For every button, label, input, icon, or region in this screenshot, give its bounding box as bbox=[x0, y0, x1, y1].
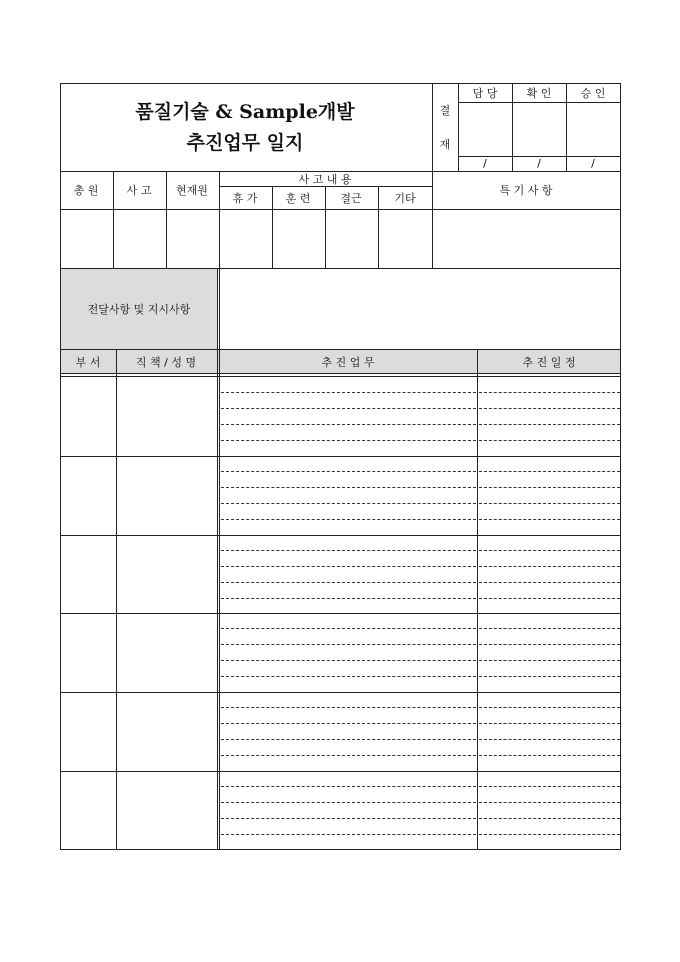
notice-content-area[interactable] bbox=[220, 269, 620, 349]
signature-box-manager[interactable] bbox=[459, 103, 512, 156]
title-line-2: 추진업무 일지 bbox=[186, 132, 304, 154]
title-line-1: 품질기술 & Sample개발 bbox=[135, 101, 355, 123]
task-line[interactable] bbox=[221, 487, 476, 488]
schedule-line[interactable] bbox=[479, 503, 620, 504]
schedule-line[interactable] bbox=[479, 471, 620, 472]
task-line[interactable] bbox=[221, 424, 476, 425]
cell-leave[interactable] bbox=[220, 210, 272, 268]
task-line[interactable] bbox=[221, 676, 476, 677]
approval-header-manager: 담 당 bbox=[472, 87, 498, 100]
approval-header-approver: 승 인 bbox=[580, 87, 606, 100]
dept-cell[interactable] bbox=[61, 536, 116, 613]
schedule-line[interactable] bbox=[479, 834, 620, 835]
divider bbox=[60, 373, 621, 374]
schedule-line[interactable] bbox=[479, 487, 620, 488]
header-present: 현재원 bbox=[176, 184, 208, 197]
task-line[interactable] bbox=[221, 598, 476, 599]
task-line[interactable] bbox=[221, 440, 476, 441]
header-total: 총 원 bbox=[73, 184, 99, 197]
task-line[interactable] bbox=[221, 660, 476, 661]
cell-total[interactable] bbox=[61, 210, 113, 268]
task-line[interactable] bbox=[221, 471, 476, 472]
dept-cell[interactable] bbox=[61, 772, 116, 849]
dept-cell[interactable] bbox=[61, 377, 116, 456]
schedule-line[interactable] bbox=[479, 628, 620, 629]
date-mark-manager: / bbox=[483, 157, 487, 170]
task-line[interactable] bbox=[221, 755, 476, 756]
schedule-line[interactable] bbox=[479, 644, 620, 645]
schedule-line[interactable] bbox=[479, 786, 620, 787]
header-dept: 부 서 bbox=[75, 356, 101, 369]
schedule-line[interactable] bbox=[479, 598, 620, 599]
schedule-line[interactable] bbox=[479, 660, 620, 661]
divider bbox=[60, 171, 621, 172]
header-other: 기타 bbox=[394, 192, 416, 205]
header-leave: 휴 가 bbox=[232, 192, 258, 205]
task-line[interactable] bbox=[221, 408, 476, 409]
schedule-line[interactable] bbox=[479, 408, 620, 409]
divider bbox=[219, 349, 220, 850]
task-line[interactable] bbox=[221, 834, 476, 835]
approval-label-top: 결 bbox=[439, 104, 451, 117]
position-name-cell[interactable] bbox=[117, 536, 217, 613]
signature-box-reviewer[interactable] bbox=[513, 103, 566, 156]
schedule-line[interactable] bbox=[479, 755, 620, 756]
schedule-line[interactable] bbox=[479, 707, 620, 708]
cell-accident[interactable] bbox=[114, 210, 166, 268]
schedule-line[interactable] bbox=[479, 519, 620, 520]
task-line[interactable] bbox=[221, 707, 476, 708]
position-name-cell[interactable] bbox=[117, 614, 217, 692]
schedule-line[interactable] bbox=[479, 582, 620, 583]
header-accident: 사 고 bbox=[126, 184, 152, 197]
cell-special-notes[interactable] bbox=[433, 210, 620, 268]
header-task: 추 진 업 무 bbox=[321, 356, 375, 369]
date-mark-reviewer: / bbox=[537, 157, 541, 170]
cell-other[interactable] bbox=[379, 210, 432, 268]
task-line[interactable] bbox=[221, 519, 476, 520]
approval-header-reviewer: 확 인 bbox=[526, 87, 552, 100]
task-line[interactable] bbox=[221, 739, 476, 740]
task-line[interactable] bbox=[221, 644, 476, 645]
cell-absence[interactable] bbox=[326, 210, 378, 268]
schedule-line[interactable] bbox=[479, 392, 620, 393]
dept-cell[interactable] bbox=[61, 693, 116, 771]
task-line[interactable] bbox=[221, 786, 476, 787]
schedule-line[interactable] bbox=[479, 802, 620, 803]
cell-present[interactable] bbox=[167, 210, 219, 268]
notice-label: 전달사항 및 지시사항 bbox=[87, 303, 191, 316]
cell-training[interactable] bbox=[273, 210, 325, 268]
header-absence: 결근 bbox=[340, 192, 362, 205]
header-position-name: 직 책 / 성 명 bbox=[135, 356, 197, 369]
divider bbox=[217, 349, 218, 850]
header-special-notes: 특 기 사 항 bbox=[499, 184, 553, 197]
task-line[interactable] bbox=[221, 392, 476, 393]
divider bbox=[477, 349, 478, 850]
header-training: 훈 련 bbox=[285, 192, 311, 205]
task-line[interactable] bbox=[221, 802, 476, 803]
task-line[interactable] bbox=[221, 566, 476, 567]
schedule-line[interactable] bbox=[479, 676, 620, 677]
position-name-cell[interactable] bbox=[117, 772, 217, 849]
task-line[interactable] bbox=[221, 628, 476, 629]
schedule-line[interactable] bbox=[479, 424, 620, 425]
dept-cell[interactable] bbox=[61, 457, 116, 535]
schedule-line[interactable] bbox=[479, 550, 620, 551]
dept-cell[interactable] bbox=[61, 614, 116, 692]
schedule-line[interactable] bbox=[479, 818, 620, 819]
schedule-line[interactable] bbox=[479, 723, 620, 724]
position-name-cell[interactable] bbox=[117, 377, 217, 456]
position-name-cell[interactable] bbox=[117, 693, 217, 771]
task-line[interactable] bbox=[221, 818, 476, 819]
signature-box-approver[interactable] bbox=[567, 103, 620, 156]
task-line[interactable] bbox=[221, 550, 476, 551]
schedule-line[interactable] bbox=[479, 739, 620, 740]
schedule-line[interactable] bbox=[479, 566, 620, 567]
divider bbox=[217, 268, 218, 350]
date-mark-approver: / bbox=[591, 157, 595, 170]
header-schedule: 추 진 일 정 bbox=[522, 356, 576, 369]
schedule-line[interactable] bbox=[479, 440, 620, 441]
header-accident-detail: 사 고 내 용 bbox=[298, 173, 352, 186]
task-line[interactable] bbox=[221, 503, 476, 504]
task-line[interactable] bbox=[221, 582, 476, 583]
task-line[interactable] bbox=[221, 723, 476, 724]
position-name-cell[interactable] bbox=[117, 457, 217, 535]
approval-label-bottom: 재 bbox=[439, 138, 451, 151]
divider bbox=[432, 83, 433, 171]
